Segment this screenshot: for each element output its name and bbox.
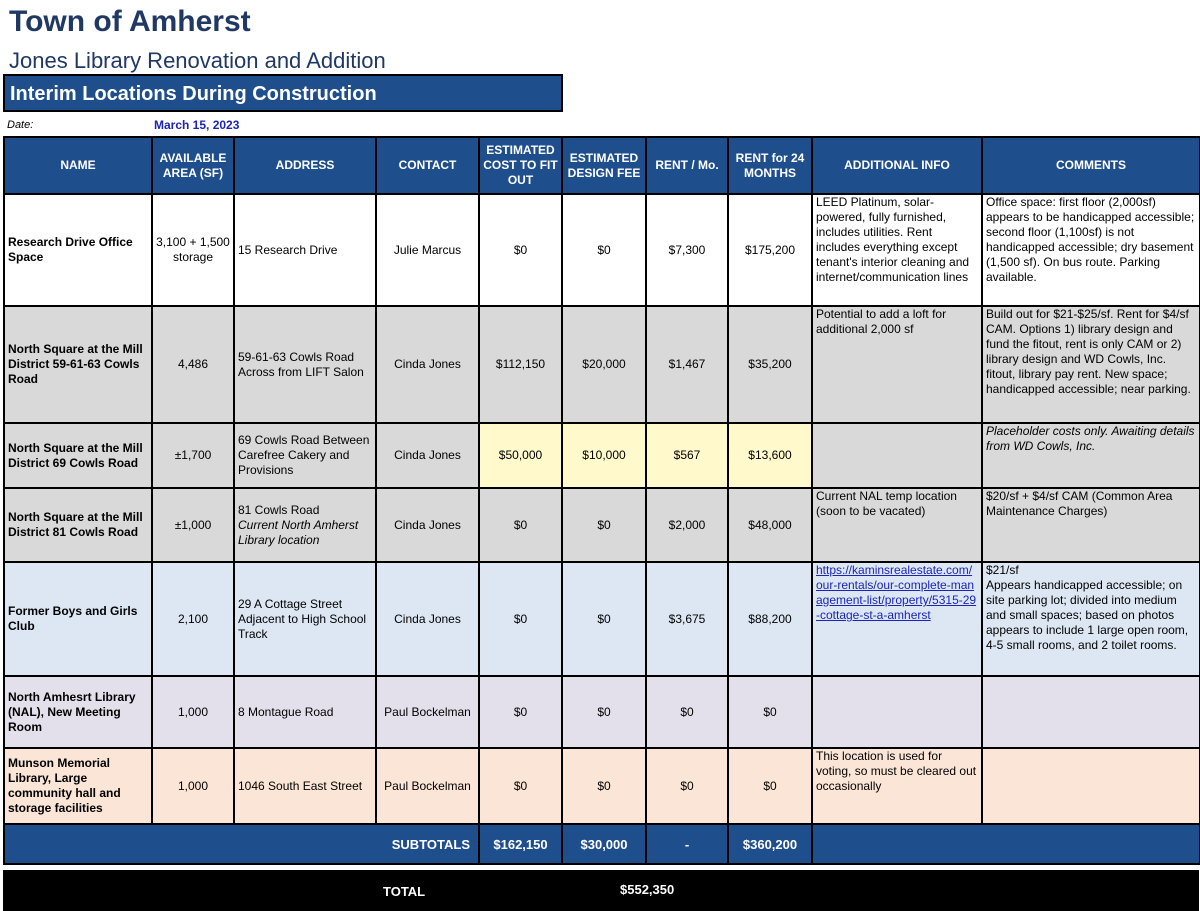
cell-fit-cost: $0	[479, 488, 562, 562]
cell-rent-24: $0	[728, 748, 812, 824]
cell-comments: Office space: first floor (2,000sf) appears to be handicapped accessible; second floor (1,100sf) is not handicapped accessible; dry basement (1,500 sf). On bus route. Parking available.	[982, 194, 1200, 306]
cell-fit-cost: $50,000	[479, 423, 562, 488]
cell-contact: Cinda Jones	[376, 306, 479, 423]
cell-comments: $20/sf + $4/sf CAM (Common Area Maintenance Charges)	[982, 488, 1200, 562]
total-value: $552,350	[620, 882, 675, 897]
cell-rent-month: $3,675	[646, 562, 728, 676]
cell-fit-cost: $0	[479, 676, 562, 748]
cell-comments: Build out for $21-$25/sf. Rent for $4/sf CAM. Options 1) library design and fund the fitout, rent is only CAM or 2) library design and WD Cowls, Inc. fitout, library pay rent. New space; handicapped accessible; near parking.	[982, 306, 1200, 423]
table-header-row	[4, 137, 1200, 194]
cell-name: North Square at the Mill District 69 Cowls Road	[4, 423, 152, 488]
cell-rent-month: $0	[646, 748, 728, 824]
locations-table	[3, 136, 1200, 865]
table-row	[4, 676, 1200, 748]
col-header-address: ADDRESS	[234, 137, 376, 194]
col-header-fit-cost: ESTIMATED COST TO FIT OUT	[479, 137, 562, 194]
col-header-comments: COMMENTS	[982, 137, 1200, 194]
cell-address: 69 Cowls Road Between Carefree Cakery and Provisions	[234, 423, 376, 488]
cell-area: 4,486	[152, 306, 234, 423]
cell-design-fee: $0	[562, 748, 646, 824]
subtotal-rent-month: -	[646, 824, 728, 864]
cell-fit-cost: $0	[479, 194, 562, 306]
cell-name: Research Drive Office Space	[4, 194, 152, 306]
cell-info: Potential to add a loft for additional 2,000 sf	[812, 306, 982, 423]
cell-area: 1,000	[152, 748, 234, 824]
date-label: Date:	[7, 119, 34, 131]
table-row	[4, 194, 1200, 306]
cell-rent-24: $0	[728, 676, 812, 748]
cell-rent-24: $88,200	[728, 562, 812, 676]
cell-info: LEED Platinum, solar-powered, fully furnished, includes utilities. Rent includes everything except tenant's interior cleaning and internet/communication lines	[812, 194, 982, 306]
cell-fit-cost: $0	[479, 562, 562, 676]
cell-area: 2,100	[152, 562, 234, 676]
table-row	[4, 488, 1200, 562]
cell-name: North Square at the Mill District 59-61-63 Cowls Road	[4, 306, 152, 423]
cell-design-fee: $20,000	[562, 306, 646, 423]
cell-design-fee: $0	[562, 562, 646, 676]
cell-comments	[982, 676, 1200, 748]
cell-address	[234, 488, 376, 562]
col-header-design-fee: ESTIMATED DESIGN FEE	[562, 137, 646, 194]
subtotal-fit-cost: $162,150	[479, 824, 562, 864]
cell-design-fee: $0	[562, 676, 646, 748]
section-banner	[3, 74, 563, 112]
cell-address: 1046 South East Street	[234, 748, 376, 824]
col-header-rent-24: RENT for 24 MONTHS	[728, 137, 812, 194]
cell-info: Current NAL temp location (soon to be vacated)	[812, 488, 982, 562]
cell-design-fee: $0	[562, 488, 646, 562]
cell-design-fee: $10,000	[562, 423, 646, 488]
cell-contact: Cinda Jones	[376, 562, 479, 676]
cell-fit-cost: $0	[479, 748, 562, 824]
cell-name: Munson Memorial Library, Large community hall and storage facilities	[4, 748, 152, 824]
cell-address: 8 Montague Road	[234, 676, 376, 748]
col-header-rent-month: RENT / Mo.	[646, 137, 728, 194]
cell-contact: Paul Bockelman	[376, 676, 479, 748]
cell-rent-24: $13,600	[728, 423, 812, 488]
cell-info	[812, 562, 982, 676]
cell-rent-24: $35,200	[728, 306, 812, 423]
cell-name: Former Boys and Girls Club	[4, 562, 152, 676]
date-value: March 15, 2023	[154, 118, 240, 132]
cell-area: ±1,700	[152, 423, 234, 488]
col-header-info: ADDITIONAL INFO	[812, 137, 982, 194]
page-subtitle: Jones Library Renovation and Addition	[9, 48, 386, 73]
cell-name: North Amhesrt Library (NAL), New Meeting Room	[4, 676, 152, 748]
cell-contact: Julie Marcus	[376, 194, 479, 306]
cell-name: North Square at the Mill District 81 Cowls Road	[4, 488, 152, 562]
cell-address-line: 81 Cowls Road	[238, 502, 320, 517]
subtotals-label: SUBTOTALS	[4, 824, 479, 864]
cell-comments: Placeholder costs only. Awaiting details from WD Cowls, Inc.	[982, 423, 1200, 488]
cell-rent-24: $175,200	[728, 194, 812, 306]
cell-design-fee: $0	[562, 194, 646, 306]
cell-comments	[982, 562, 1200, 676]
cell-contact: Cinda Jones	[376, 423, 479, 488]
page-title: Town of Amherst	[9, 5, 251, 38]
subtotal-empty	[812, 824, 1200, 864]
subtotal-rent-24: $360,200	[728, 824, 812, 864]
cell-rent-month: $2,000	[646, 488, 728, 562]
cell-fit-cost: $112,150	[479, 306, 562, 423]
cell-comments-text: Appears handicapped accessible; on site parking lot; divided into medium and small spaces; based on photos appears to include 1 large open room, 4-5 small rooms, and 2 toilet rooms.	[986, 578, 1189, 652]
cell-address: 29 A Cottage Street Adjacent to High School Track	[234, 562, 376, 676]
col-header-name: NAME	[4, 137, 152, 194]
cell-area: 3,100 + 1,500 storage	[152, 194, 234, 306]
total-bar	[3, 870, 1199, 911]
subtotals-row	[4, 824, 1200, 864]
table-row	[4, 306, 1200, 423]
col-header-contact: CONTACT	[376, 137, 479, 194]
col-header-area: AVAILABLE AREA (SF)	[152, 137, 234, 194]
cell-info	[812, 423, 982, 488]
cell-address: 59-61-63 Cowls Road Across from LIFT Salon	[234, 306, 376, 423]
cell-contact: Cinda Jones	[376, 488, 479, 562]
section-banner-label: Interim Locations During Construction	[10, 83, 377, 105]
cell-address: 15 Research Drive	[234, 194, 376, 306]
cell-rent-24: $48,000	[728, 488, 812, 562]
cell-rent-month: $567	[646, 423, 728, 488]
cell-area: 1,000	[152, 676, 234, 748]
cell-info: This location is used for voting, so must be cleared out occasionally	[812, 748, 982, 824]
cell-rent-month: $1,467	[646, 306, 728, 423]
cell-comments	[982, 748, 1200, 824]
cell-comments-rate: $21/sf	[986, 563, 1019, 577]
table-row	[4, 423, 1200, 488]
cell-info	[812, 676, 982, 748]
table-row	[4, 562, 1200, 676]
listing-link[interactable]: https://kaminsrealestate.com/our-rentals/our-complete-management-list/property/5315-29-cottage-st-a-amherst	[816, 563, 977, 622]
table-row	[4, 748, 1200, 824]
subtotal-design-fee: $30,000	[562, 824, 646, 864]
cell-rent-month: $7,300	[646, 194, 728, 306]
cell-rent-month: $0	[646, 676, 728, 748]
cell-address-note: Current North Amherst Library location	[238, 517, 359, 547]
cell-contact: Paul Bockelman	[376, 748, 479, 824]
cell-area: ±1,000	[152, 488, 234, 562]
total-label: TOTAL	[383, 884, 426, 899]
